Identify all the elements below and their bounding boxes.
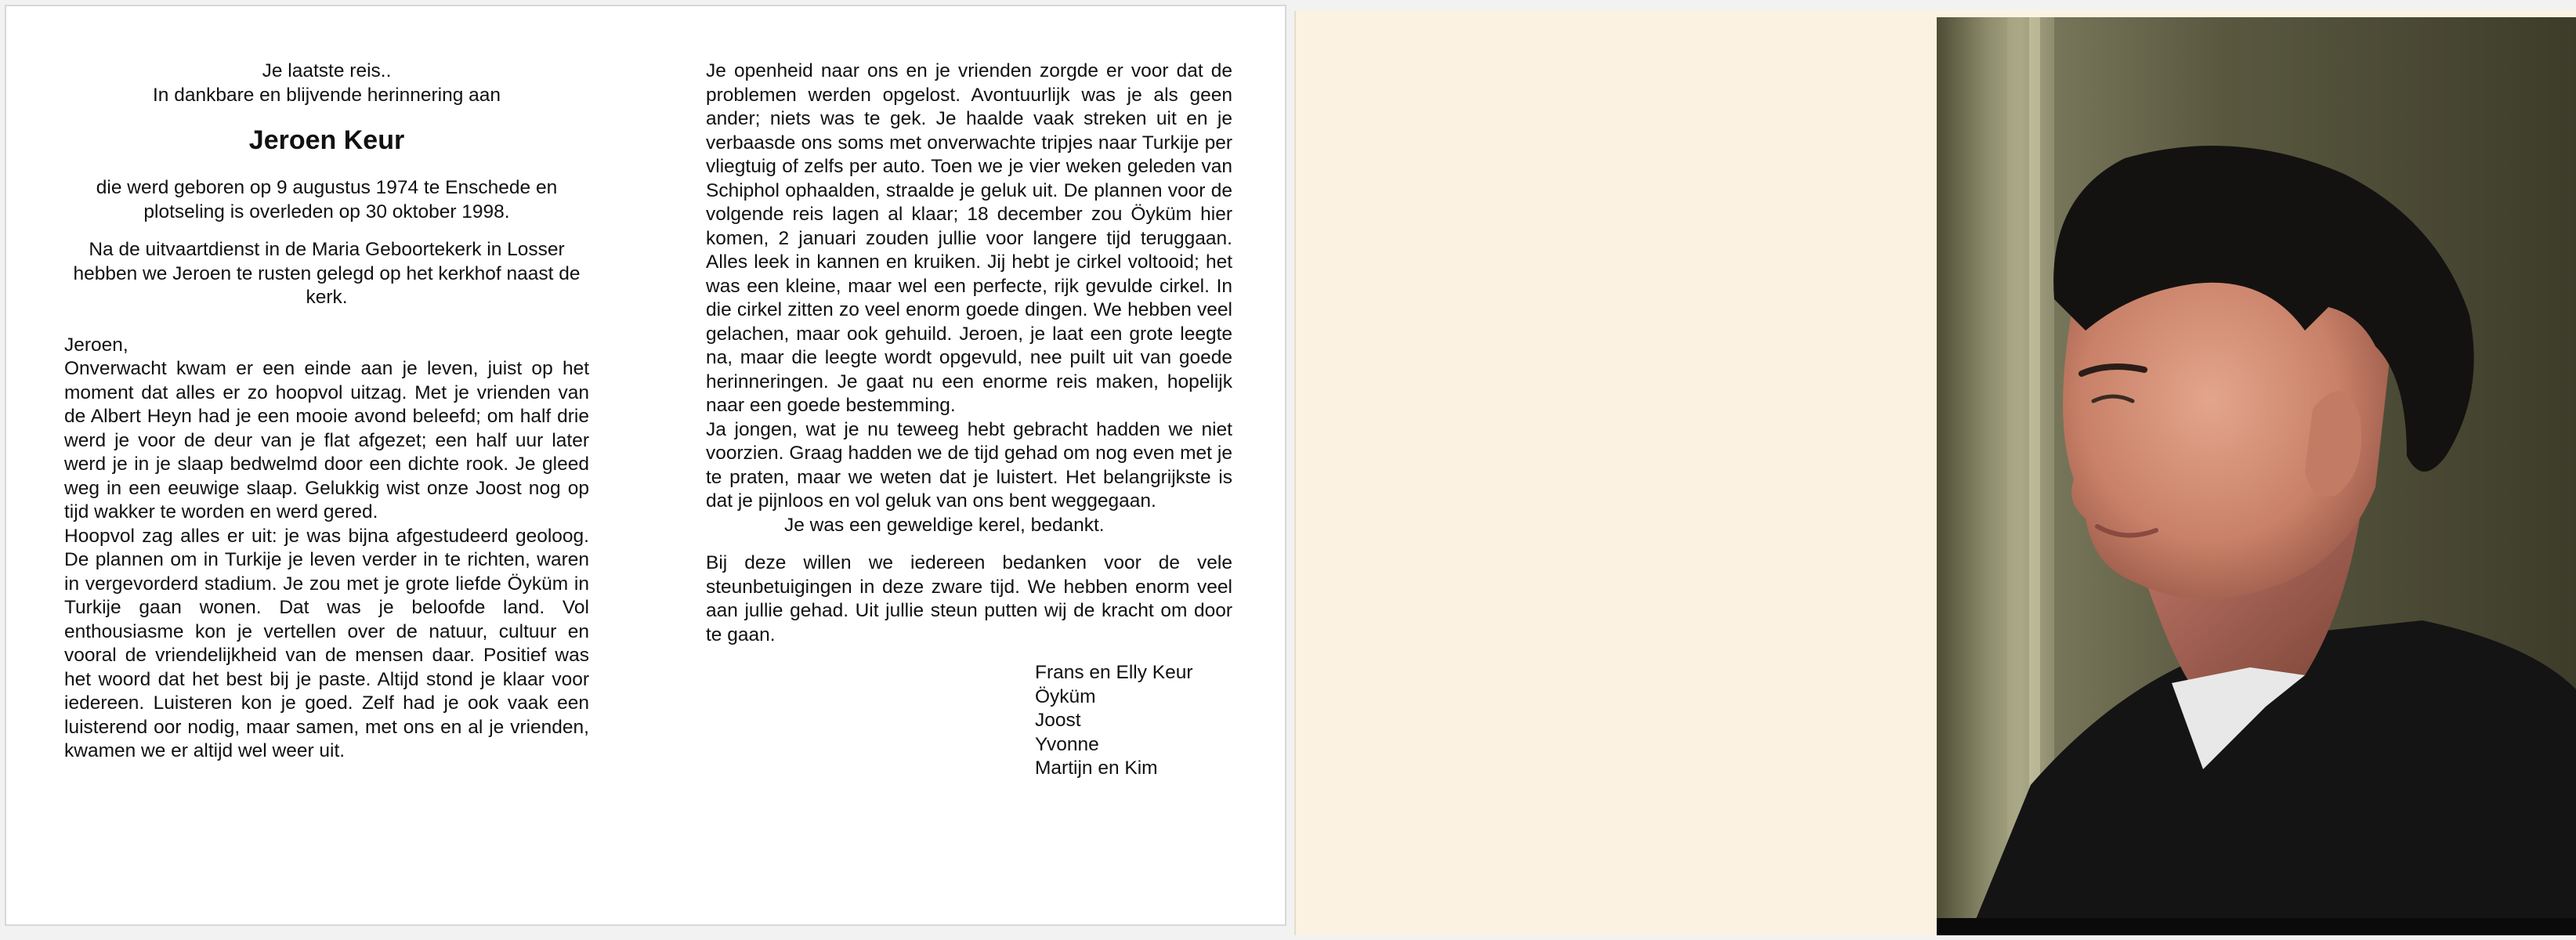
birth-death-text: die werd geboren op 9 augustus 1974 te Enschede en plotseling is overleden op 30 oktober 1998. — [96, 177, 558, 222]
tribute-paragraph-2: Hoopvol zag alles er uit: je was bijna afgestudeerd geoloog. De plannen om in Turkije je leven verder in te richten, waren in vergevorderd stadium. Je zou met je grote liefde Öyküm in Turkije gaan wonen. Dat was je beloofde land. Vol enthousiasme kon je vertellen over de natuur, cultuur en vooral de vriendelijkheid van de mensen daar. Positief was het woord dat het best bij je paste. Altijd stond je klaar voor iedereen. Luisteren kon je goed. Zelf had je ook vaak een luisterend oor nodig, maar samen, met ons en al je vrienden, kwamen we er altijd wel weer uit. — [64, 525, 589, 761]
text-page — [5, 5, 1286, 926]
portrait-photo — [1937, 17, 2576, 935]
thanks-paragraph: Bij deze willen we iedereen bedanken voor de vele steunbetuigingen in deze zware tijd. We hebben enorm veel aan jullie gehad. Uit jullie steun putten wij de kracht om door te gaan. — [706, 552, 1232, 645]
left-text-column — [64, 60, 589, 764]
signatory: Frans en Elly Keur — [1035, 662, 1193, 683]
signatory: Öyküm — [1035, 685, 1096, 707]
tribute-paragraph-3: Je openheid naar ons en je vrienden zorgde er voor dat de problemen werden opgelost. Avontuurlijk was je als geen ander; niets was te gek. Je haalde vaak streken uit en je verbaasde ons soms met onverwachte tripjes naar Turkije per vliegtuig of zelfs per auto. Toen we je vier weken geleden van Schiphol ophaalden, straalde je geluk uit. De plannen voor de volgende reis lagen al klaar; 18 december zou Öyküm hier komen, 2 januari zouden jullie voor langere tijd teruggaan. Alles leek in kannen en kruiken. Jij hebt je cirkel voltooid; het was een kleine, maar wel een perfecte, rijk gevulde cirkel. In die cirkel zitten zo veel enorm goede dingen. We hebben veel gelachen, maar ook gehuild. Jeroen, je laat een grote leegte na, maar die leegte wordt opgevuld, nee puilt uit van goede herinneringen. Je gaat nu een enorme reis maken, hopelijk naar een goede bestemming. — [706, 60, 1232, 416]
tribute-paragraph-1: Onverwacht kwam er een einde aan je leven, juist op het moment dat alles er zo hoopvol uitzag. Met je vrienden van de Albert Heyn had je een mooie avond beleefd; om half drie werd je voor de deur van je flat afgezet; een half uur later werd je in je slaap bedwelmd door een dichte rook. Je gleed weg in een eeuwige slaap. Gelukkig wist onze Joost nog op tijd wakker te worden en werd gered. — [64, 358, 589, 522]
signatory: Martijn en Kim — [1035, 757, 1158, 779]
signatory: Joost — [1035, 710, 1081, 731]
signatory: Yvonne — [1035, 733, 1099, 755]
tribute-paragraph-4: Ja jongen, wat je nu teweeg hebt gebracht hadden we niet voorzien. Graag hadden we de tijd gehad om nog even met je te praten, maar we weten dat je luistert. Het belangrijkste is dat je pijnloos en vol geluk van ons bent weggegaan. — [706, 418, 1232, 512]
signatories — [706, 661, 1232, 781]
closing-line: Je was een geweldige kerel, bedankt. — [784, 514, 1105, 536]
photo-page — [1294, 11, 2576, 935]
salutation: Jeroen, — [64, 334, 128, 356]
intro-line-1: Je laatste reis.. — [262, 60, 392, 81]
portrait-illustration — [1937, 17, 2576, 935]
intro-line-2: In dankbare en blijvende herinnering aan — [152, 84, 501, 106]
deceased-name: Jeroen Keur — [248, 125, 405, 155]
funeral-text: Na de uitvaartdienst in de Maria Geboortekerk in Losser hebben we Jeroen te rusten gelegd op het kerkhof naast de kerk. — [73, 239, 581, 308]
middle-text-column — [706, 60, 1232, 781]
